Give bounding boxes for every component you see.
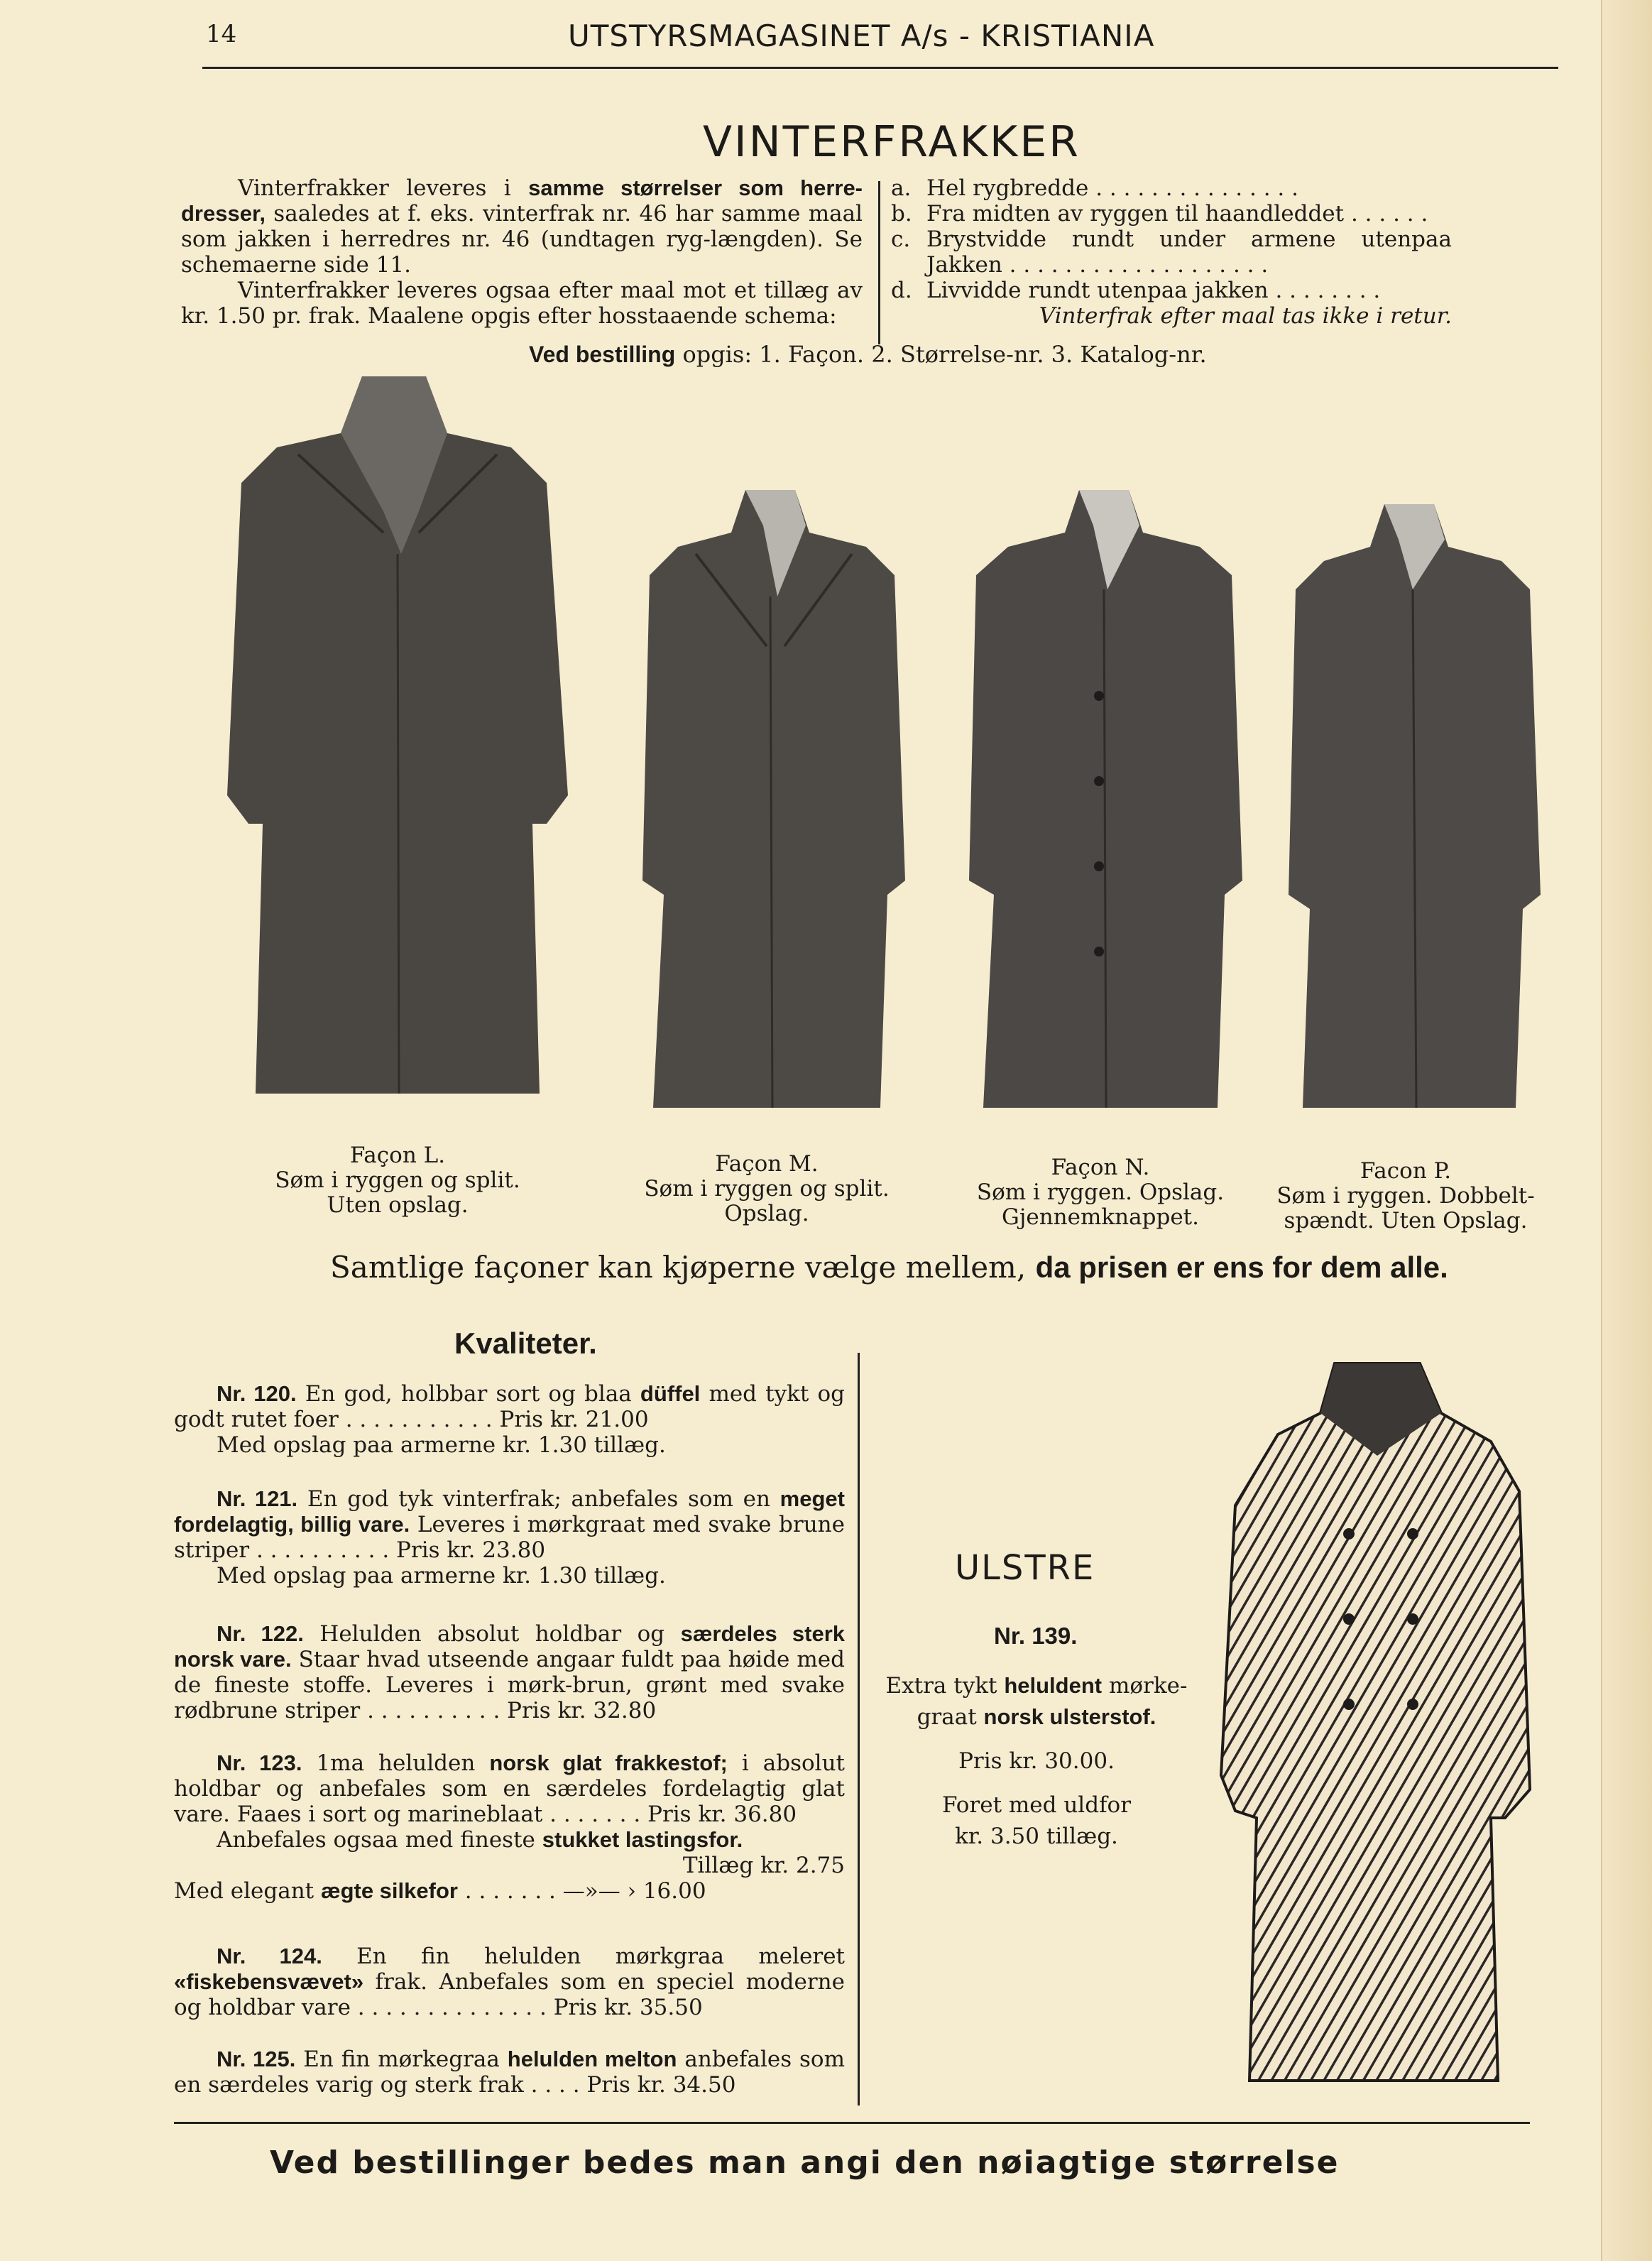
caption-facon-p <box>1249 1159 1562 1233</box>
caption-facon-m-name: Façon M. <box>715 1151 819 1177</box>
caption-facon-n-name: Façon N. <box>1051 1155 1150 1180</box>
caption-facon-m-desc1: Søm i ryggen og split. <box>644 1176 890 1202</box>
quality-122-price: Pris kr. 32.80 <box>507 1698 657 1723</box>
coat-facon-p-illustration <box>1271 497 1555 1122</box>
quality-121: Nr. 121. En god tyk vinterfrak; anbefales som en meget fordelagtig, billig vare. Leveres i mørkgraat med svake brune striper . . . . . . . . . . Pris kr. 23.80 Med opslag paa armerne kr. 1.30 tillæg. <box>174 1486 845 1589</box>
order-line-rest: opgis: 1. Façon. 2. Størrelse-nr. 3. Katalog-nr. <box>682 341 1207 368</box>
running-title: UTSTYRSMAGASINET A/s - KRISTIANIA <box>568 18 1155 53</box>
intro-p2: Vinterfrakker leveres ogsaa efter maal mot et tillæg av kr. 1.50 pr. frak. Maalene opgis efter hosstaaende schema: <box>181 278 863 329</box>
quality-124: Nr. 124. En fin helulden mørkgraa meleret «fiskebensvævet» frak. Anbefales som en speciel moderne og holdbar vare . . . . . . . . . . . . . . Pris kr. 35.50 <box>174 1944 845 2020</box>
quality-125-nr: Nr. 125. <box>217 2047 296 2071</box>
quality-124-nr: Nr. 124. <box>217 1944 322 1968</box>
coat-facon-m-illustration <box>625 483 916 1122</box>
ulstre-heading: ULSTRE <box>955 1548 1095 1588</box>
fashion-note <box>330 1250 1448 1285</box>
measure-d-text: Livvidde rundt utenpaa jakken . . . . . . . . <box>926 278 1381 303</box>
measurements <box>891 175 1452 329</box>
order-line-bold: Ved bestilling <box>529 342 676 367</box>
ulstre-price: Pris kr. 30.00. <box>958 1748 1115 1774</box>
caption-facon-p-desc2: spændt. Uten Opslag. <box>1284 1208 1528 1233</box>
caption-facon-n-desc2: Gjennemknappet. <box>1002 1204 1199 1230</box>
quality-120-price: Pris kr. 21.00 <box>499 1407 649 1432</box>
caption-facon-p-desc1: Søm i ryggen. Dobbelt- <box>1276 1183 1535 1209</box>
quality-123-nr: Nr. 123. <box>217 1750 302 1775</box>
page-edge <box>1601 0 1652 2261</box>
caption-facon-l-desc1: Søm i ryggen og split. <box>275 1167 520 1193</box>
quality-123-price: Pris kr. 36.80 <box>647 1802 797 1827</box>
measure-note: Vinterfrak efter maal tas ikke i retur. <box>1039 303 1452 329</box>
intro-p1-b: saaledes at f. eks. vinterfrak nr. 46 har samme maal som jakken i herredres nr. 46 (undtagen ryg-længden). Se schemaerne side 11. <box>181 201 863 278</box>
header-rule <box>202 67 1558 69</box>
measure-a-letter: a. <box>891 175 912 201</box>
measure-c-text: Brystvidde rundt under armene utenpaa Jakken . . . . . . . . . . . . . . . . . . . <box>926 227 1452 278</box>
ulstre-nr: Nr. 139. <box>994 1623 1078 1649</box>
section-title: VINTERFRAKKER <box>703 117 1081 167</box>
quality-123: Nr. 123. 1ma helulden norsk glat frakkestof; i absolut holdbar og anbefales som en særdeles fordelagtig glat vare. Faaes i sort og marineblaat . . . . . . . Pris kr. 36.80 Anbefales ogsaa med fineste stukket lastingsfor. Tillæg kr. 2.75 Med elegant ægte silkefor . . . . . . . —»— › 16.00 <box>174 1750 845 1904</box>
caption-facon-l-name: Façon L. <box>349 1143 446 1168</box>
intro-p1-bold: samme størrelser som herre-dresser, <box>181 175 863 226</box>
measure-d-letter: d. <box>891 278 912 303</box>
quality-120-nr: Nr. 120. <box>217 1381 297 1406</box>
measure-b-text: Fra midten av ryggen til haandleddet . . . . . . <box>926 201 1428 227</box>
quality-124-price: Pris kr. 35.50 <box>553 1995 703 2020</box>
intro-divider <box>878 181 880 344</box>
coat-facon-l-illustration <box>213 369 589 1108</box>
page-number: 14 <box>206 20 237 48</box>
caption-facon-n-desc1: Søm i ryggen. Opslag. <box>976 1179 1225 1205</box>
measure-b-letter: b. <box>891 201 912 227</box>
caption-facon-l <box>213 1143 582 1218</box>
quality-120: Nr. 120. En god, holbbar sort og blaa düffel med tykt og godt rutet foer . . . . . . . . . . . Pris kr. 21.00 Med opslag paa armerne kr. 1.30 tillæg. <box>174 1381 846 1458</box>
intro-p1-a: Vinterfrakker leveres i <box>238 175 511 201</box>
fashion-note-bold: da prisen er ens for dem alle. <box>1035 1251 1448 1284</box>
caption-facon-l-desc2: Uten opslag. <box>327 1192 469 1218</box>
quality-122-nr: Nr. 122. <box>217 1621 304 1646</box>
caption-facon-m <box>611 1152 923 1226</box>
ulster-coat-illustration <box>1207 1349 1533 2102</box>
quality-125-price: Pris kr. 34.50 <box>586 2072 736 2098</box>
quality-121-price: Pris kr. 23.80 <box>396 1537 546 1563</box>
measure-a-text: Hel rygbredde . . . . . . . . . . . . . . . <box>926 175 1298 201</box>
caption-facon-p-name: Facon P. <box>1360 1158 1452 1184</box>
footer-rule <box>174 2122 1530 2124</box>
qualities-divider <box>858 1353 860 2105</box>
order-line <box>529 341 1207 368</box>
quality-125: Nr. 125. En fin mørkegraa helulden melton anbefales som en særdeles varig og sterk frak . . . . Pris kr. 34.50 <box>174 2047 845 2098</box>
quality-121-nr: Nr. 121. <box>217 1486 298 1511</box>
intro-text <box>181 175 863 329</box>
caption-facon-n <box>937 1155 1264 1230</box>
quality-122: Nr. 122. Helulden absolut holdbar og særdeles sterk norsk vare. Staar hvad utseende angaar fuldt paa høide med de fineste stoffe. Leveres i mørk-brun, grønt med svake rødbrune striper . . . . . . . . . . Pris kr. 32.80 <box>174 1621 846 1723</box>
caption-facon-m-desc2: Opslag. <box>724 1201 809 1226</box>
qualities-heading: Kvaliteter. <box>454 1326 597 1360</box>
footer-text: Ved bestillinger bedes man angi den nøiagtige størrelse <box>270 2145 1340 2181</box>
measure-c-letter: c. <box>891 227 911 252</box>
coat-facon-n-illustration <box>951 483 1257 1122</box>
fashion-note-normal: Samtlige façoner kan kjøperne vælge mellem, <box>330 1250 1027 1285</box>
ulstre-description: Extra tykt heluldent mørke- graat norsk ulsterstof. Pris kr. 30.00. Foret med uldfor kr. 3.50 tillæg. <box>866 1670 1207 1852</box>
